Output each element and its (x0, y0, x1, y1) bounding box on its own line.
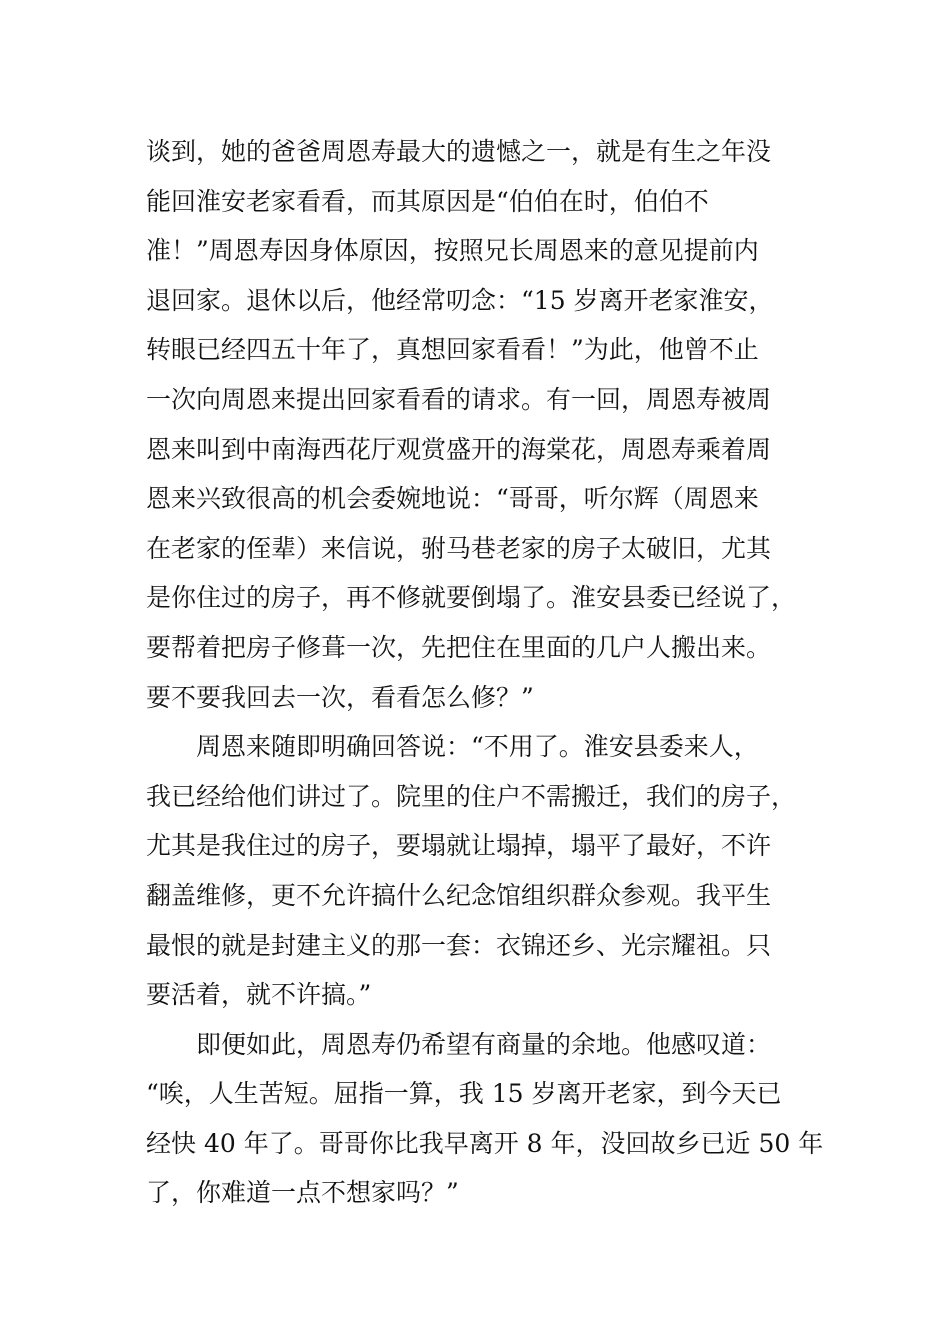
text-line: 转眼已经四五十年了，真想回家看看！”为此，他曾不止 (146, 335, 759, 365)
text-line: 恩来兴致很高的机会委婉地说：“哥哥，听尔辉（周恩来 (146, 484, 759, 514)
document-body (146, 127, 824, 1218)
text-line: 恩来叫到中南海西花厅观赏盛开的海棠花，周恩寿乘着周 (146, 434, 772, 464)
text-line: 能回淮安老家看看，而其原因是“伯伯在时，伯伯不 (146, 186, 709, 216)
text-line: 周恩来随即明确回答说：“不用了。淮安县委来人， (196, 732, 759, 762)
text-line: 一次向周恩来提出回家看看的请求。有一回，周恩寿被周 (146, 384, 772, 414)
text-line: 准！”周恩寿因身体原因，按照兄长周恩来的意见提前内 (146, 236, 759, 266)
text-line: 我已经给他们讲过了。院里的住户不需搬迁，我们的房子， (146, 781, 797, 811)
text-line: 即便如此，周恩寿仍希望有商量的余地。他感叹道： (196, 1029, 772, 1059)
text-line: “唉，人生苦短。屈指一算，我 15 岁离开老家，到今天已 (146, 1079, 782, 1109)
text-line: 要活着，就不许搞。” (146, 980, 372, 1010)
text-line: 要帮着把房子修葺一次，先把住在里面的几户人搬出来。 (146, 632, 772, 662)
text-line: 最恨的就是封建主义的那一套：衣锦还乡、光宗耀祖。只 (146, 930, 772, 960)
text-line: 经快 40 年了。哥哥你比我早离开 8 年，没回故乡已近 50 年 (146, 1128, 824, 1158)
text-line: 尤其是我住过的房子，要塌就让塌掉，塌平了最好，不许 (146, 831, 772, 861)
text-line: 了，你难道一点不想家吗？” (146, 1178, 459, 1208)
text-line: 谈到，她的爸爸周恩寿最大的遗憾之一，就是有生之年没 (146, 137, 772, 166)
text-line: 要不要我回去一次，看看怎么修？” (146, 682, 534, 712)
text-line: 翻盖维修，更不允许搞什么纪念馆组织群众参观。我平生 (146, 880, 772, 910)
text-line: 是你住过的房子，再不修就要倒塌了。淮安县委已经说了， (146, 583, 797, 613)
text-line: 在老家的侄辈）来信说，驸马巷老家的房子太破旧，尤其 (146, 533, 772, 563)
text-line: 退回家。退休以后，他经常叨念：“15 岁离开老家淮安， (146, 285, 774, 315)
